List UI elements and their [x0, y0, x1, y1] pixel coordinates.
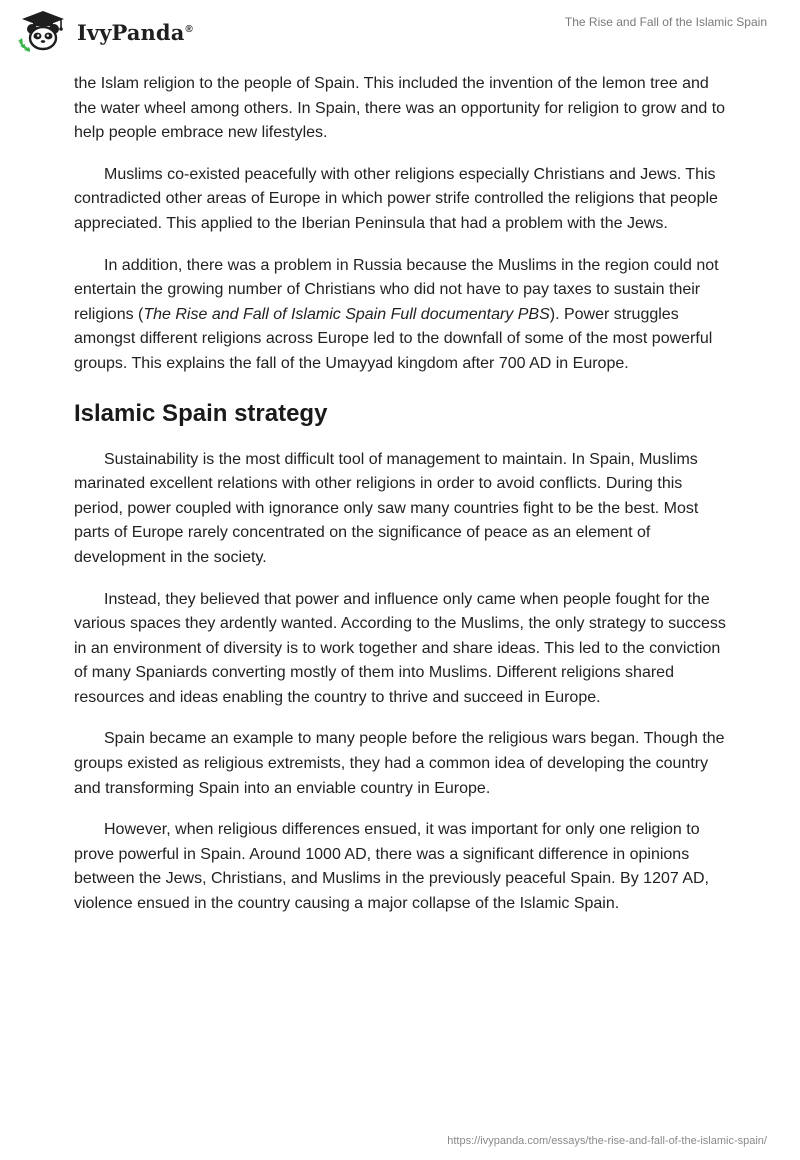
- paragraph-text: ). Power struggles amongst different religions across Europe led to the downfall of some of the most powerful groups. This explains the fall of the Umayyad kingdom after 700 AD in Europe.: [74, 305, 713, 372]
- document-title: The Rise and Fall of the Islamic Spain: [564, 15, 767, 29]
- paragraph: Instead, they believed that power and influence only came when people fought for the various spaces they ardently wanted. According to the Muslims, the only strategy to success in an environment of diversity is to work together and share ideas. This led to the conviction of many Spaniards converting mostly of them into Muslims. Different religions shared resources and ideas enabling the country to thrive and succeed in Europe.: [74, 590, 726, 706]
- page-header: [0, 0, 800, 70]
- logo-wordmark: IvyPanda: [77, 20, 185, 45]
- panda-graduate-icon: [14, 8, 72, 54]
- registered-mark: ®: [185, 24, 193, 35]
- paragraph: Spain became an example to many people before the religious wars began. Though the groups existed as religious extremists, they had a common idea of developing the country and transforming Spain into an enviable country in Europe.: [74, 730, 725, 797]
- paragraph: Muslims co-existed peacefully with other religions especially Christians and Jews. This contradicted other areas of Europe in which power strife controlled the religions that people appreciated. This applied to the Iberian Peninsula that had a problem with the Jews.: [74, 165, 718, 232]
- paragraph: Sustainability is the most difficult tool of management to maintain. In Spain, Muslims marinated excellent relations with other religions in order to avoid conflicts. During this period, power coupled with ignorance only saw many countries fight to be the best. Most parts of Europe rarely concentrated on the significance of peace as an element of development in the society.: [74, 450, 699, 566]
- paragraph-continuation: the Islam religion to the people of Spain. This included the invention of the lemon tree and the water wheel among others. In Spain, there was an opportunity for religion to grow and to help people embrace new lifestyles.: [74, 75, 726, 142]
- paragraph-text: In addition, there was a problem in Russia because the Muslims in the region could not entertain the growing number of Christians who did not have to pay taxes to sustain their religions (: [74, 256, 719, 323]
- paragraph: However, when religious differences ensued, it was important for only one religion to prove powerful in Spain. Around 1000 AD, there was a significant difference in opinions between the Jews, Christians, and Muslims in the previously peaceful Spain. By 1207 AD, violence ensued in the country causing a major collapse of the Islamic Spain.: [74, 821, 709, 913]
- source-url[interactable]: https://ivypanda.com/essays/the-rise-and-fall-of-the-islamic-spain/: [447, 1135, 767, 1147]
- ivypanda-logo[interactable]: [14, 8, 193, 54]
- paragraph-with-citation: [74, 254, 734, 377]
- citation-title: The Rise and Fall of Islamic Spain Full documentary PBS: [143, 305, 550, 323]
- essay-content: [74, 72, 734, 934]
- section-heading: Islamic Spain strategy: [74, 399, 328, 427]
